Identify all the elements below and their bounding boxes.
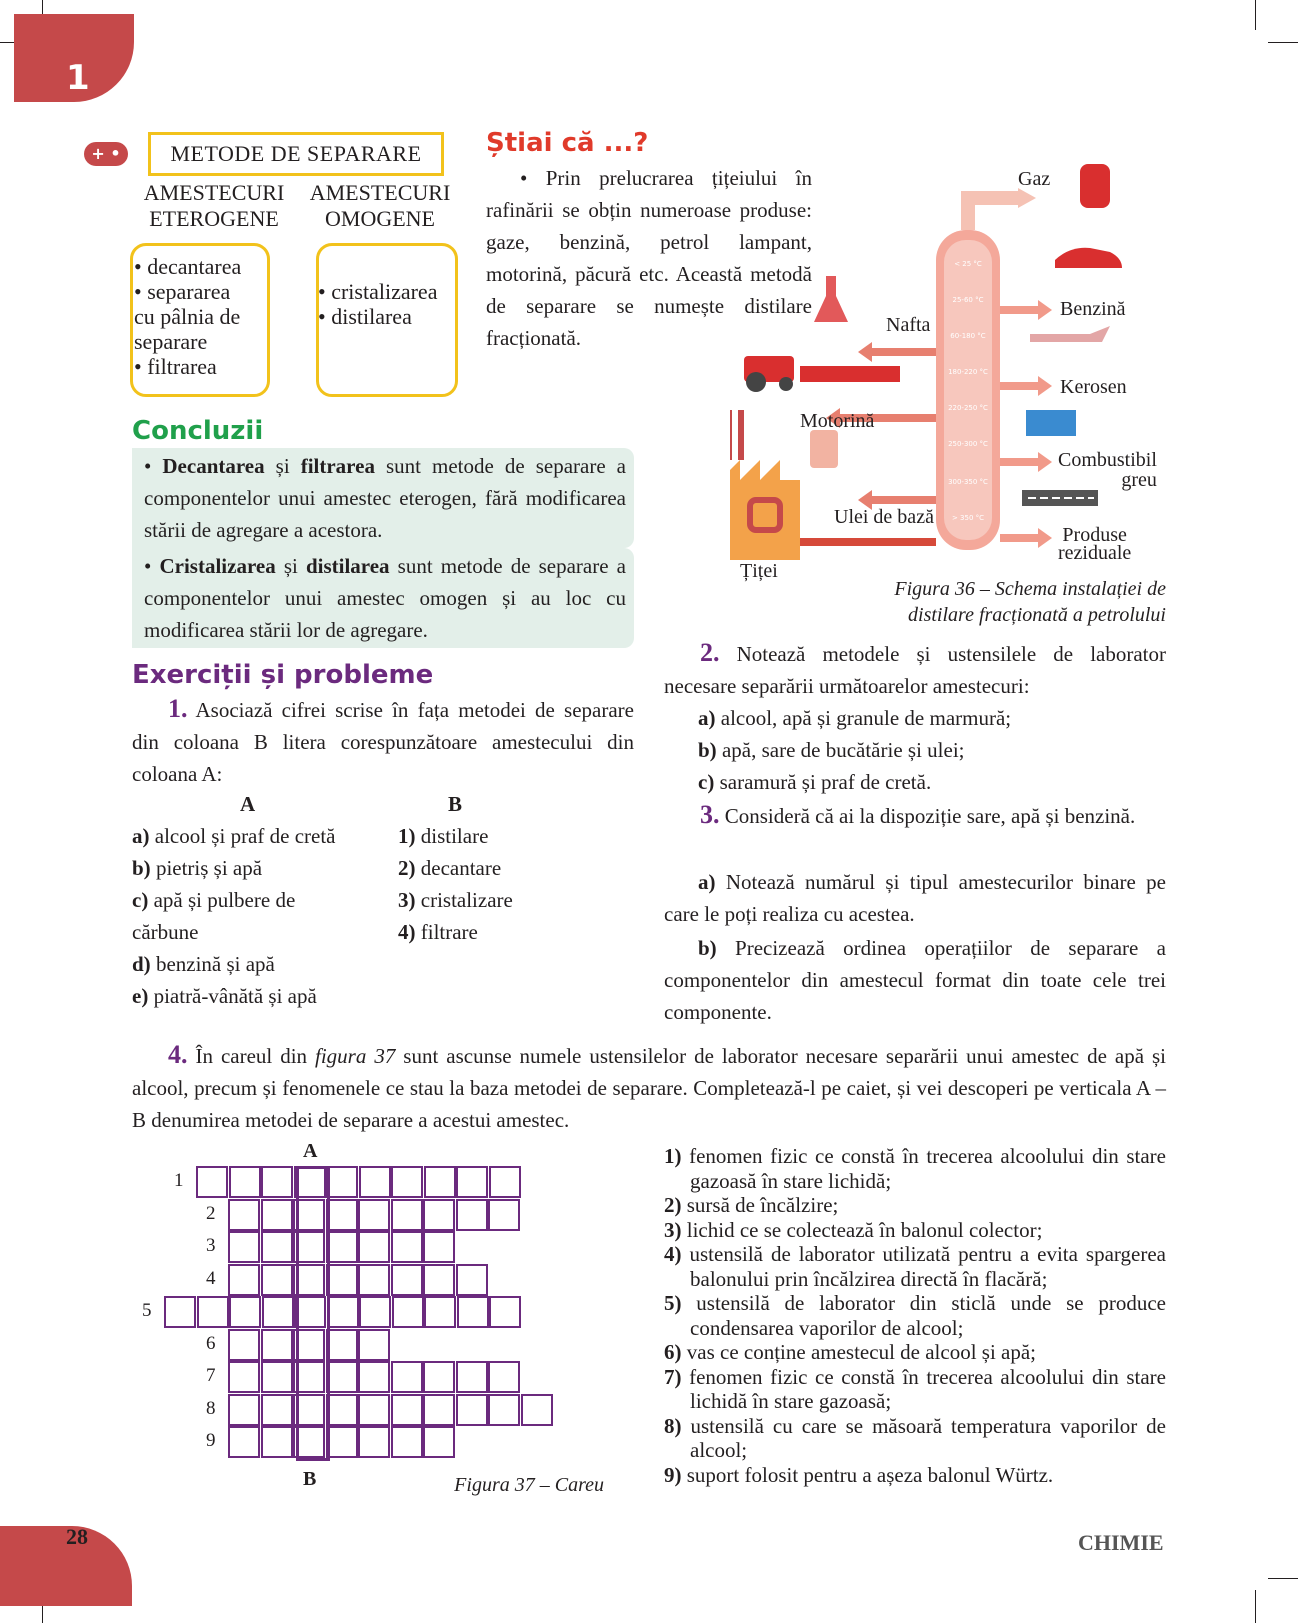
crossword-row-number: 6 xyxy=(206,1332,216,1354)
label-titei: Țiței xyxy=(740,560,778,582)
heterogeneous-list: • decantarea • separarea cu pâlnia de separare • filtrarea xyxy=(134,254,242,379)
crossword-cell xyxy=(261,1231,293,1263)
crossword-cell xyxy=(391,1264,423,1296)
crossword-cell xyxy=(229,1166,261,1198)
temp-3: 60-180 °C xyxy=(950,332,986,340)
crossword-row-number: 4 xyxy=(206,1267,216,1289)
col-b-list: 1) distilare 2) decantare 3) cristalizare 4) filtrare xyxy=(398,824,513,944)
crossword-cell xyxy=(423,1231,455,1263)
crossword-cell xyxy=(326,1361,358,1393)
exercise-2-items: a) alcool, apă și granule de marmură; b) apă, sare de bucătărie și ulei; c) saramură și praf de cretă. xyxy=(698,706,1012,794)
crossword-row-number: 3 xyxy=(206,1235,216,1256)
crossword-cell xyxy=(358,1426,390,1458)
label-ulei: Ulei de bază xyxy=(834,506,934,528)
exercise-4: 4. În careul din figura 37 sunt ascunse numele ustensilelor de laborator necesare separării unui amestec de apă și alcool, precum și fenomenele ce stau la baza metodei de separare. Completează-l pe caiet, și vei descoperi pe verticala A – B denumirea metodei de separare a acestui amestec. xyxy=(132,1040,1166,1132)
homogeneous-list: • cristalizarea • distilarea xyxy=(318,279,438,329)
crop-mark xyxy=(1268,1578,1298,1579)
crossword-cell xyxy=(391,1231,423,1263)
conclusion-2: • Cristalizarea și distilarea sunt metode de separare a componentelor unui amestec omogen și au loc cu modificarea stării lor de agregare. xyxy=(132,548,634,648)
crossword-cell xyxy=(261,1426,293,1458)
crossword-cell xyxy=(228,1394,260,1426)
crossword-cell xyxy=(358,1264,390,1296)
label-benzina: Benzină xyxy=(1060,298,1126,320)
clue-item: 4) ustensilă de laborator utilizată pentru a evita spargerea balonului prin încălzirea directă în flacără; xyxy=(664,1242,1166,1291)
crossword-cell xyxy=(488,1394,520,1426)
crossword-row-number: 2 xyxy=(206,1202,216,1224)
clue-item: 5) ustensilă de laborator din sticlă unde se produce condensarea vaporilor de alcool; xyxy=(664,1291,1166,1340)
conclusions-heading: Concluzii xyxy=(132,416,264,446)
crossword-cell xyxy=(261,1329,293,1361)
exercises-heading: Exerciții și probleme xyxy=(132,660,434,690)
clue-item: 8) ustensilă cu care se măsoară temperatura vaporilor de alcool; xyxy=(664,1413,1166,1462)
temp-7: 300-350 °C xyxy=(948,478,988,486)
crossword-cell xyxy=(326,1264,358,1296)
crossword-cell xyxy=(489,1296,521,1328)
crossword-cell xyxy=(423,1394,455,1426)
crossword-cell xyxy=(261,1361,293,1393)
crossword-cell xyxy=(391,1199,423,1231)
clue-item: 1) fenomen fizic ce constă în trecerea alcoolului din stare gazoasă în stare lichidă; xyxy=(664,1144,1166,1193)
crossword-cell xyxy=(228,1361,260,1393)
industry-icon xyxy=(1026,410,1076,436)
chapter-number: 1 xyxy=(66,58,90,98)
gas-arrow xyxy=(1018,188,1036,208)
crossword-cell xyxy=(457,1296,489,1328)
clue-item: 6) vas ce conține amestecul de alcool și apă; xyxy=(664,1340,1037,1364)
crossword-row-number: 7 xyxy=(206,1365,216,1386)
crossword-cell xyxy=(358,1231,390,1263)
crossword-cell xyxy=(423,1199,455,1231)
temp-2: 25-60 °C xyxy=(952,296,984,304)
crossword-label-a: A xyxy=(303,1140,318,1162)
crossword-cell xyxy=(358,1361,390,1393)
crossword-cell xyxy=(391,1394,423,1426)
crossword-cell xyxy=(423,1426,455,1458)
crossword-cell xyxy=(456,1199,488,1231)
crossword-cell xyxy=(456,1361,488,1393)
methods-title: METODE DE SEPARARE xyxy=(148,132,444,176)
crossword-cell xyxy=(327,1296,359,1328)
crossword-row-number: 9 xyxy=(206,1430,216,1451)
crossword-cell xyxy=(228,1329,260,1361)
did-you-know-text: • Prin prelucrarea țițeiului în rafinării se obțin numeroase produse: gaze, benzină, petrol lampant, motorină, păcură etc. Această metodă de separare se numește distilare fracționată. xyxy=(486,166,812,350)
col-heterogeneous-head: AMESTECURI ETEROGENE xyxy=(143,180,285,231)
conclusion-1: • Decantarea și filtrarea sunt metode de separare a componentelor unui amestec eterogen, fără modificarea stării de agregare a acestora. xyxy=(132,448,634,548)
crop-mark xyxy=(1255,1590,1256,1623)
page-number: 28 xyxy=(66,1524,88,1549)
temp-6: 250-300 °C xyxy=(948,440,988,448)
crossword-cell xyxy=(489,1166,521,1198)
crossword-cell xyxy=(423,1264,455,1296)
car-icon xyxy=(1055,248,1122,268)
crossword-solution-column xyxy=(296,1166,330,1461)
crossword-cell xyxy=(326,1166,358,1198)
label-gaz: Gaz xyxy=(1018,168,1051,190)
crossword-cell xyxy=(262,1296,294,1328)
crossword-cell xyxy=(456,1264,488,1296)
crossword-row-number: 5 xyxy=(142,1300,152,1321)
clue-item: 9) suport folosit pentru a așeza balonul Würtz. xyxy=(664,1462,1054,1487)
subject-label: CHIMIE xyxy=(1078,1530,1164,1555)
exercise-3: 3. Consideră că ai la dispoziție sare, apă și benzină. xyxy=(700,800,1136,829)
crop-mark xyxy=(1268,42,1298,43)
crossword-cell xyxy=(164,1296,196,1328)
figure37-caption: Figura 37 – Careu xyxy=(454,1474,604,1496)
distillation-diagram xyxy=(730,160,1150,580)
crossword-cell xyxy=(228,1426,260,1458)
crossword-cell xyxy=(488,1361,520,1393)
crossword-label-b: B xyxy=(303,1468,317,1490)
flask-icon xyxy=(814,276,848,322)
crossword-cell xyxy=(456,1166,488,1198)
crossword-cell xyxy=(326,1329,358,1361)
crossword-cell xyxy=(358,1394,390,1426)
crossword-cell xyxy=(261,1394,293,1426)
crossword-cell xyxy=(326,1426,358,1458)
col-homogeneous-head: AMESTECURI OMOGENE xyxy=(309,180,451,231)
crossword-cell xyxy=(391,1426,423,1458)
crossword-row-number: 8 xyxy=(206,1397,216,1419)
crossword-cell xyxy=(228,1264,260,1296)
crossword-cell xyxy=(521,1394,553,1426)
crossword-clues xyxy=(664,1144,1166,1487)
crossword-cell xyxy=(326,1199,358,1231)
clue-item: 2) sursă de încălzire; xyxy=(664,1193,839,1217)
crop-mark xyxy=(1255,0,1256,30)
crossword-cell xyxy=(229,1296,261,1328)
label-kerosen: Kerosen xyxy=(1060,376,1127,398)
crossword-cell xyxy=(359,1166,391,1198)
refinery-icon xyxy=(730,480,800,560)
did-you-know-heading: Știai că ...? xyxy=(486,128,649,158)
crossword-cell xyxy=(196,1166,228,1198)
crossword-cell xyxy=(488,1199,520,1231)
figure36-caption: Figura 36 – Schema instalației de distilare fracționată a petrolului xyxy=(894,578,1166,626)
exercise-2: 2. Notează metodele și ustensilele de laborator necesare separării următoarelor amestecuri: xyxy=(664,638,1166,698)
exercise-3a: a) Notează numărul și tipul amestecurilor binare pe care le poți realiza cu acestea. xyxy=(664,870,1167,926)
crossword-cell xyxy=(423,1361,455,1393)
exercise-1: 1. Asociază cifrei scrise în fața metodei de separare din coloana B litera corespunzătoare amestecului din coloana A: xyxy=(132,694,634,786)
temp-8: > 350 °C xyxy=(951,514,985,522)
crossword-cell xyxy=(359,1296,391,1328)
exercise-3b: b) Precizează ordinea operațiilor de separare a componentelor din amestecul format din toate cele trei componente. xyxy=(664,936,1166,1024)
clue-item: 7) fenomen fizic ce constă în trecerea alcoolului din stare lichidă în stare gazoasă; xyxy=(664,1364,1166,1413)
crossword-cell xyxy=(326,1231,358,1263)
crossword-cell xyxy=(358,1329,390,1361)
crossword-cell xyxy=(391,1166,423,1198)
label-motorina: Motorină xyxy=(800,410,875,432)
col-a-list: a) alcool și praf de cretă b) pietriș și apă c) apă și pulbere de cărbune d) benzină și apă e) piatră-vânătă și apă xyxy=(132,824,336,1008)
crossword-cell xyxy=(228,1231,260,1263)
clue-item: 3) lichid ce se colectează în balonul colector; xyxy=(664,1217,1043,1242)
crossword-cell xyxy=(326,1394,358,1426)
crossword-cell xyxy=(261,1264,293,1296)
temp-1: < 25 °C xyxy=(954,260,982,268)
col-a-label: A xyxy=(240,792,256,816)
gas-bottle-icon xyxy=(1080,164,1110,208)
col-b-label: B xyxy=(448,792,463,816)
crossword-cell xyxy=(392,1296,424,1328)
plane-icon xyxy=(1030,326,1110,342)
crossword-cell xyxy=(456,1394,488,1426)
crossword-cell xyxy=(391,1361,423,1393)
crossword-row-number: 1 xyxy=(174,1170,184,1191)
crossword-cell xyxy=(424,1166,456,1198)
label-combustibil: Combustibil greu xyxy=(1058,449,1157,491)
temp-4: 180-220 °C xyxy=(948,368,988,376)
gamepad-icon: + • xyxy=(84,142,128,166)
temp-5: 220-250 °C xyxy=(948,404,988,412)
label-nafta: Nafta xyxy=(886,314,931,336)
crossword-cell xyxy=(261,1199,293,1231)
crossword-cell xyxy=(358,1199,390,1231)
crossword-cell xyxy=(228,1199,260,1231)
label-produse: Produse reziduale xyxy=(1058,524,1132,564)
crossword-cell xyxy=(197,1296,229,1328)
oil-can-icon xyxy=(810,430,838,468)
gas-pipe xyxy=(968,198,1018,230)
crossword-cell xyxy=(261,1166,293,1198)
crossword-cell xyxy=(424,1296,456,1328)
